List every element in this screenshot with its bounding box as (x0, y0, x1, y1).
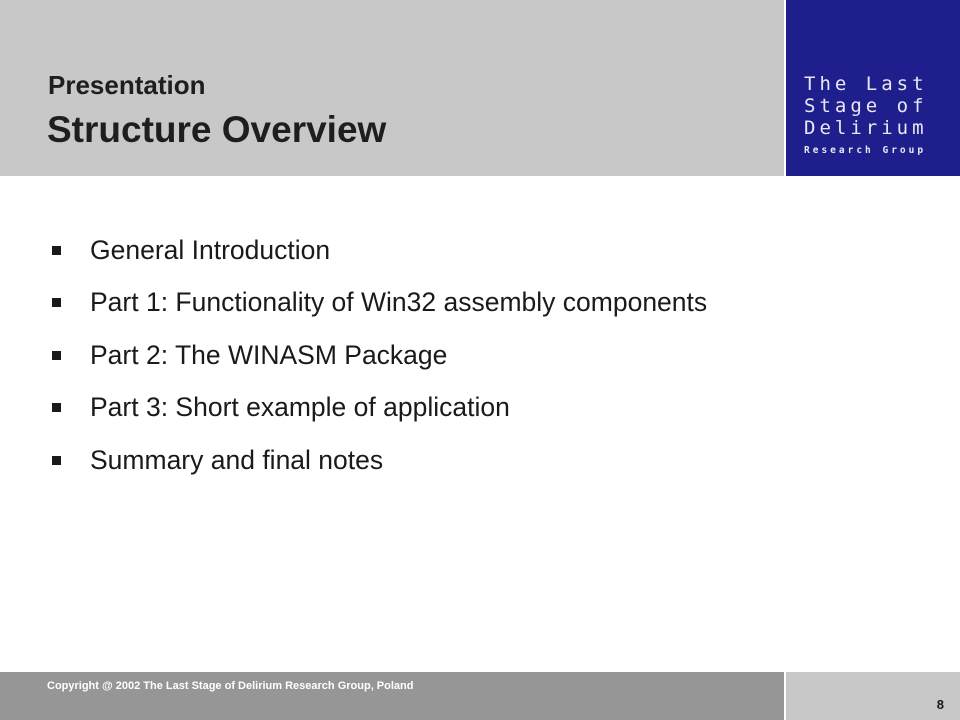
copyright-text: Copyright @ 2002 The Last Stage of Delirium Research Group, Poland (47, 680, 414, 692)
slide-supertitle: Presentation (48, 70, 206, 100)
square-bullet-icon (52, 351, 61, 360)
logo-line-1: The Last (804, 73, 928, 95)
bullet-item (52, 229, 707, 271)
bullet-text: Part 3: Short example of application (90, 392, 510, 422)
logo-line-3: Delirium (804, 117, 928, 139)
square-bullet-icon (52, 246, 61, 255)
page-number-box (786, 672, 960, 720)
logo-subtitle: Research Group (804, 145, 927, 156)
square-bullet-icon (52, 403, 61, 412)
bullet-item (52, 282, 707, 324)
square-bullet-icon (52, 298, 61, 307)
bullet-list (52, 229, 707, 492)
footer-band (0, 672, 784, 720)
logo (786, 0, 960, 176)
square-bullet-icon (52, 456, 61, 465)
bullet-item (52, 387, 707, 429)
bullet-item (52, 439, 707, 481)
logo-line-2: Stage of (804, 95, 928, 117)
bullet-item (52, 334, 707, 376)
logo-text (804, 73, 928, 157)
bullet-text: General Introduction (90, 234, 331, 265)
bullet-text: Summary and final notes (90, 444, 384, 475)
bullet-text: Part 1: Functionality of Win32 assembly components (90, 287, 708, 317)
bullet-text: Part 2: The WINASM Package (90, 339, 448, 370)
slide-title: Structure Overview (47, 109, 387, 150)
page-number: 8 (936, 697, 944, 712)
